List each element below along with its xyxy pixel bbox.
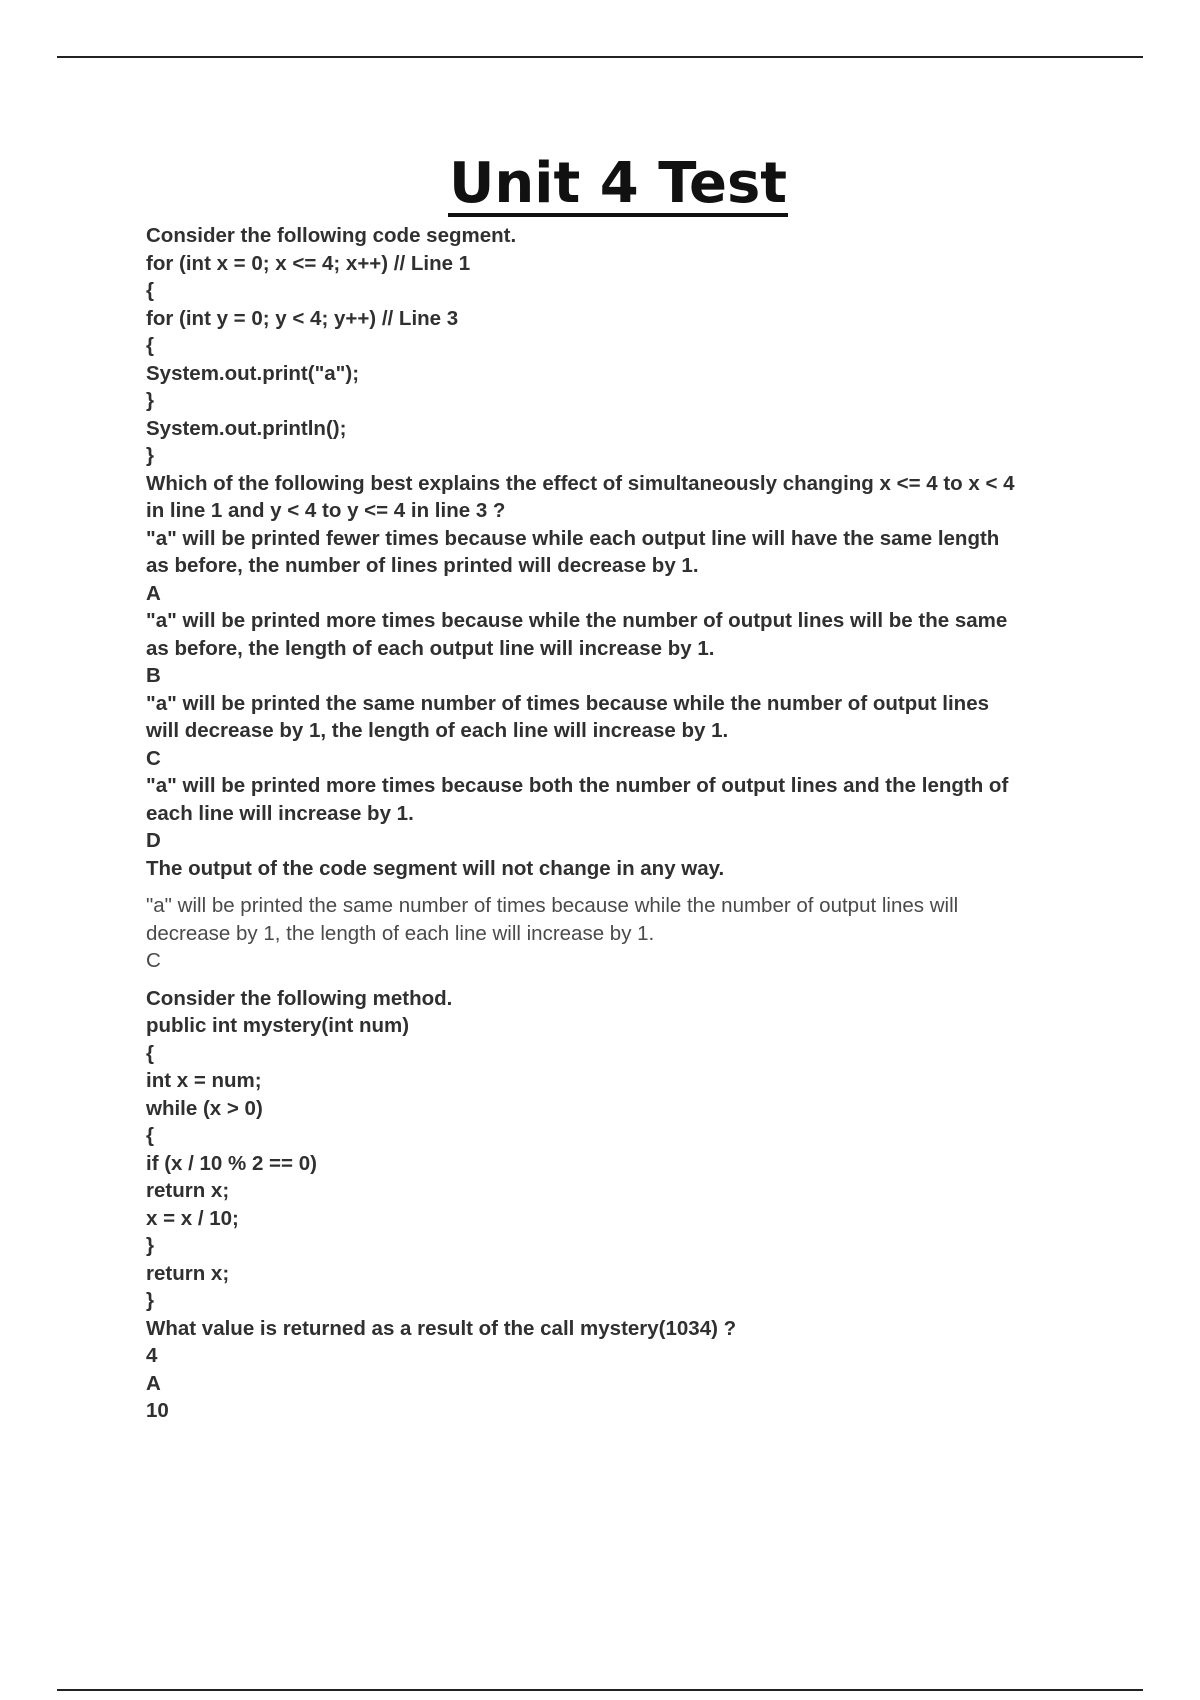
q2-line: public int mystery(int num) [146, 1014, 410, 1037]
q1-line: A [146, 581, 161, 605]
q2-line: } [146, 1234, 154, 1257]
q1-line: { [146, 334, 154, 357]
q1-line: } [146, 389, 154, 412]
q2-line: x = x / 10; [146, 1206, 239, 1230]
q2-line: Consider the following method. [146, 986, 453, 1010]
q1-line: each line will increase by 1. [146, 801, 414, 825]
q2-line: A [146, 1371, 161, 1395]
q1-line: Which of the following best explains the effect of simultaneously changing x <= 4 to x < 4 [146, 471, 1015, 495]
question-2 [146, 985, 1106, 1425]
q1-line: as before, the number of lines printed will decrease by 1. [146, 554, 699, 577]
q1-line: The output of the code segment will not change in any way. [146, 856, 725, 880]
q1-line: will decrease by 1, the length of each line will increase by 1. [146, 719, 729, 742]
q1-line: in line 1 and y < 4 to y <= 4 in line 3 ? [146, 499, 506, 522]
q2-line: What value is returned as a result of the call mystery(1034) ? [146, 1316, 737, 1340]
answer-line: decrease by 1, the length of each line will increase by 1. [146, 921, 655, 945]
page-title [0, 152, 1200, 217]
answer-line: "a" will be printed the same number of times because while the number of output lines will [146, 894, 959, 917]
q1-line: "a" will be printed more times because while the number of output lines will be the same [146, 609, 1008, 632]
q1-line: B [146, 664, 161, 687]
q2-line: 4 [146, 1344, 158, 1367]
spacer [146, 975, 1106, 985]
question-1 [146, 222, 1106, 882]
q1-line: for (int y = 0; y < 4; y++) // Line 3 [146, 306, 459, 330]
q1-line: { [146, 279, 154, 302]
q2-line: 10 [146, 1399, 169, 1422]
bottom-rule [57, 1689, 1143, 1691]
page-title-text: Unit 4 Test [448, 151, 788, 216]
q1-line: C [146, 746, 161, 770]
q1-line: "a" will be printed more times because both the number of output lines and the length of [146, 774, 1009, 797]
q2-line: if (x / 10 % 2 == 0) [146, 1151, 317, 1175]
q1-line: } [146, 444, 154, 467]
q1-line: Consider the following code segment. [146, 224, 517, 247]
top-rule [57, 56, 1143, 58]
q1-line: for (int x = 0; x <= 4; x++) // Line 1 [146, 251, 471, 275]
q1-line: "a" will be printed fewer times because while each output line will have the same length [146, 526, 1000, 550]
q2-line: return x; [146, 1261, 230, 1285]
q2-line: } [146, 1289, 154, 1312]
q1-line: "a" will be printed the same number of times because while the number of output lines [146, 691, 989, 715]
q1-line: System.out.println(); [146, 416, 347, 440]
q2-line: while (x > 0) [146, 1096, 263, 1120]
q2-line: { [146, 1124, 154, 1147]
document-body [146, 222, 1106, 1425]
spacer [146, 882, 1106, 892]
answer-line: C [146, 949, 161, 972]
question-1-answer [146, 892, 1106, 975]
q1-line: D [146, 829, 161, 852]
q2-line: return x; [146, 1179, 230, 1202]
q1-line: System.out.print("a"); [146, 361, 360, 385]
q2-line: { [146, 1041, 154, 1065]
q1-line: as before, the length of each output line will increase by 1. [146, 636, 715, 660]
q2-line: int x = num; [146, 1069, 262, 1092]
